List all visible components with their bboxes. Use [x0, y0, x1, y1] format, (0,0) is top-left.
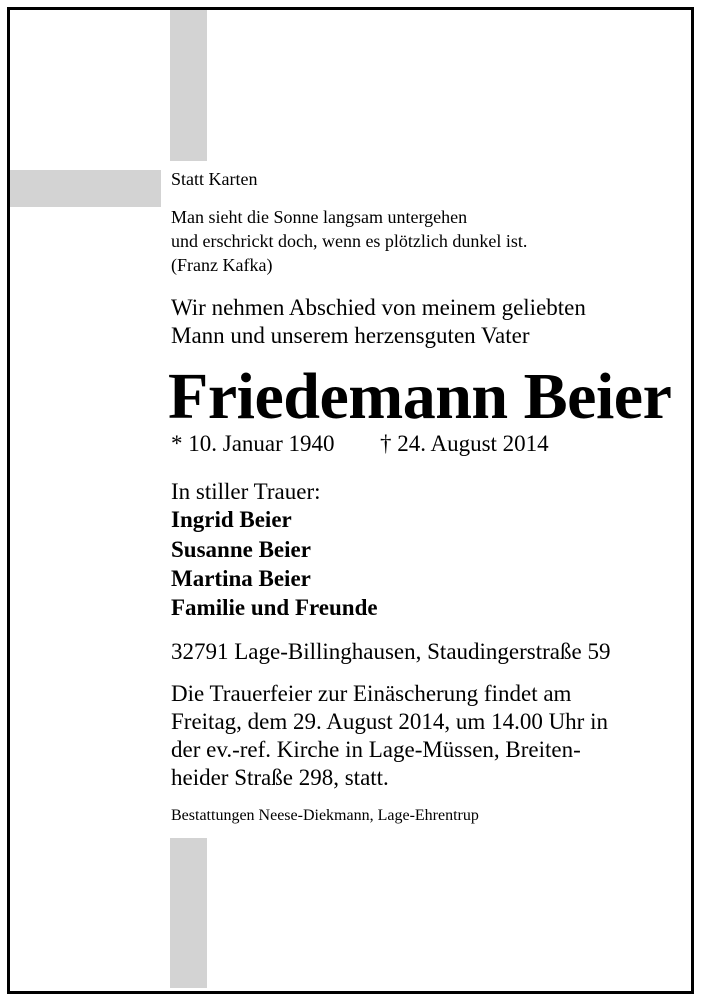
cross-top-bar: [170, 10, 207, 161]
quote-author: (Franz Kafka): [171, 255, 273, 275]
quote-line-2: und erschrickt doch, wenn es plötzlich dunkel ist.: [171, 231, 528, 251]
ceremony-line-4: heider Straße 298, statt.: [171, 765, 389, 790]
mourner-name: Ingrid Beier: [171, 507, 292, 532]
statt-karten-label: Statt Karten: [171, 169, 258, 189]
cross-bottom-bar: [170, 838, 207, 988]
mourners-intro: In stiller Trauer:: [171, 479, 321, 504]
life-dates: [171, 430, 549, 458]
farewell-line-2: Mann und unserem herzensguten Vater: [171, 323, 530, 348]
ceremony-line-2: Freitag, dem 29. August 2014, um 14.00 Uhr in: [171, 709, 608, 734]
mourner-name: Susanne Beier: [171, 537, 311, 562]
deceased-name: Friedemann Beier: [168, 360, 672, 433]
ceremony-line-1: Die Trauerfeier zur Einäscherung findet am: [171, 681, 572, 706]
birth-date: * 10. Januar 1940: [171, 431, 335, 456]
quote-line-1: Man sieht die Sonne langsam untergehen: [171, 207, 468, 227]
farewell-line-1: Wir nehmen Abschied von meinem geliebten: [171, 295, 586, 320]
funeral-home: Bestattungen Neese-Diekmann, Lage-Ehrentrup: [171, 807, 479, 824]
mourner-name: Martina Beier: [171, 566, 311, 591]
ceremony-line-3: der ev.-ref. Kirche in Lage-Müssen, Breiten-: [171, 737, 581, 762]
address: 32791 Lage-Billinghausen, Staudingerstraße 59: [171, 639, 611, 664]
mourner-name: Familie und Freunde: [171, 595, 378, 620]
cross-horizontal-bar: [10, 170, 161, 207]
notice-border: [7, 7, 694, 994]
death-date: † 24. August 2014: [380, 431, 549, 456]
